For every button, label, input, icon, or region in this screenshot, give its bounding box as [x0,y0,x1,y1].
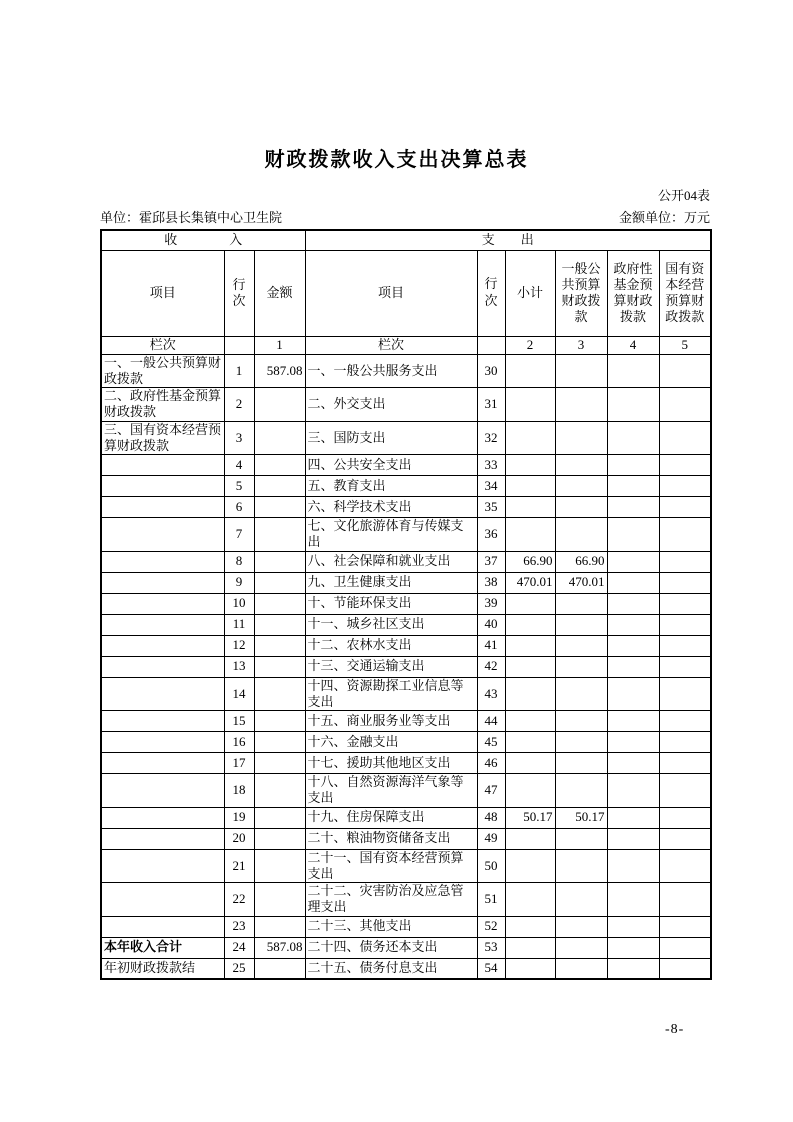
exp-state-capital-cell [659,497,711,518]
exp-subtotal-cell [505,753,555,774]
income-item-cell [101,677,224,711]
table-row [101,677,711,711]
income-amount-cell [254,732,305,753]
exp-item-cell: 二十一、国有资本经营预算支出 [305,849,477,883]
income-item-cell [101,916,224,937]
exp-state-capital-cell [659,388,711,422]
table-row [101,656,711,677]
lanci-income-line-cell [224,336,254,354]
income-amount-cell [254,572,305,593]
income-item-cell [101,635,224,656]
exp-general-budget-cell [555,732,607,753]
exp-gov-fund-cell [607,828,659,849]
exp-line-cell: 32 [477,421,505,455]
income-line-cell: 12 [224,635,254,656]
income-amount-cell [254,656,305,677]
lanci-col-2: 2 [505,336,555,354]
exp-line-cell: 31 [477,388,505,422]
income-item-cell [101,732,224,753]
exp-line-cell: 45 [477,732,505,753]
exp-subtotal-cell [505,455,555,476]
exp-subtotal-cell [505,711,555,732]
income-item-header: 项目 [101,250,224,336]
table-row [101,497,711,518]
table-row [101,828,711,849]
income-line-cell: 20 [224,828,254,849]
exp-item-cell: 十二、农林水支出 [305,635,477,656]
exp-state-capital-cell [659,635,711,656]
exp-item-cell: 十六、金融支出 [305,732,477,753]
income-section-header: 收 入 [101,230,305,250]
income-line-cell: 10 [224,593,254,614]
page-number: -8- [665,1022,685,1037]
income-line-cell: 8 [224,551,254,572]
table-row [101,883,711,917]
exp-general-budget-cell [555,677,607,711]
exp-item-cell: 一、一般公共服务支出 [305,354,477,388]
income-line-cell: 5 [224,476,254,497]
table-row [101,476,711,497]
income-amount-cell [254,518,305,552]
exp-general-budget-cell [555,421,607,455]
exp-gov-fund-cell [607,455,659,476]
exp-general-budget-cell [555,849,607,883]
income-amount-cell [254,421,305,455]
exp-line-cell: 34 [477,476,505,497]
general-budget-header: 一般公共预算财政拨款 [555,250,607,336]
lanci-exp-line-cell [477,336,505,354]
income-amount-cell [254,849,305,883]
income-item-cell [101,753,224,774]
exp-state-capital-cell [659,476,711,497]
exp-item-cell: 二十五、债务付息支出 [305,958,477,979]
exp-line-cell: 41 [477,635,505,656]
exp-general-budget-cell [555,937,607,958]
exp-item-cell: 十四、资源勘探工业信息等支出 [305,677,477,711]
exp-subtotal-cell [505,635,555,656]
exp-subtotal-cell [505,883,555,917]
exp-line-cell: 35 [477,497,505,518]
table-row [101,593,711,614]
exp-line-cell: 38 [477,572,505,593]
exp-state-capital-cell [659,711,711,732]
exp-item-cell: 八、社会保障和就业支出 [305,551,477,572]
exp-general-budget-cell [555,916,607,937]
exp-state-capital-cell [659,732,711,753]
exp-state-capital-cell [659,551,711,572]
table-row [101,937,711,958]
income-line-cell: 15 [224,711,254,732]
exp-gov-fund-cell [607,883,659,917]
income-line-cell: 17 [224,753,254,774]
exp-line-header [477,250,505,336]
income-line-cell: 6 [224,497,254,518]
income-amount-cell [254,916,305,937]
table-row [101,711,711,732]
exp-gov-fund-cell [607,593,659,614]
exp-subtotal-cell [505,518,555,552]
income-amount-cell [254,614,305,635]
income-amount-cell [254,958,305,979]
exp-general-budget-cell [555,388,607,422]
table-row [101,916,711,937]
income-line-cell: 2 [224,388,254,422]
income-line-cell: 11 [224,614,254,635]
exp-subtotal-cell [505,774,555,808]
income-line-cell: 23 [224,916,254,937]
exp-gov-fund-cell [607,774,659,808]
exp-item-cell: 九、卫生健康支出 [305,572,477,593]
exp-gov-fund-cell [607,677,659,711]
fiscal-appropriation-table [100,229,712,980]
exp-line-cell: 52 [477,916,505,937]
table-row [101,551,711,572]
exp-state-capital-cell [659,774,711,808]
exp-state-capital-cell [659,958,711,979]
section-header-row [101,230,711,250]
exp-general-budget-cell: 50.17 [555,807,607,828]
income-item-cell: 三、国有资本经营预算财政拨款 [101,421,224,455]
exp-general-budget-cell [555,614,607,635]
expenditure-section-header: 支 出 [305,230,711,250]
table-row [101,635,711,656]
income-item-cell [101,711,224,732]
exp-general-budget-cell [555,883,607,917]
exp-gov-fund-cell [607,753,659,774]
income-item-cell [101,614,224,635]
exp-line-cell: 33 [477,455,505,476]
exp-general-budget-cell [555,455,607,476]
income-line-cell: 7 [224,518,254,552]
exp-subtotal-cell [505,614,555,635]
exp-subtotal-cell [505,656,555,677]
exp-state-capital-cell [659,677,711,711]
exp-state-capital-cell [659,807,711,828]
exp-gov-fund-cell [607,476,659,497]
exp-state-capital-cell [659,572,711,593]
exp-item-cell: 十八、自然资源海洋气象等支出 [305,774,477,808]
table-row [101,849,711,883]
income-item-cell [101,476,224,497]
income-amount-cell [254,677,305,711]
exp-state-capital-cell [659,455,711,476]
exp-subtotal-cell: 50.17 [505,807,555,828]
lanci-col-4: 4 [607,336,659,354]
income-item-cell: 二、政府性基金预算财政拨款 [101,388,224,422]
exp-general-budget-cell [555,497,607,518]
exp-state-capital-cell [659,518,711,552]
income-line-cell: 4 [224,455,254,476]
income-amount-cell [254,753,305,774]
exp-gov-fund-cell [607,807,659,828]
exp-item-cell: 二、外交支出 [305,388,477,422]
income-amount-cell [254,711,305,732]
exp-subtotal-cell [505,593,555,614]
exp-item-cell: 十九、住房保障支出 [305,807,477,828]
income-amount-cell [254,774,305,808]
lanci-income-label: 栏次 [101,336,224,354]
exp-item-cell: 十一、城乡社区支出 [305,614,477,635]
exp-gov-fund-cell [607,572,659,593]
income-amount-cell [254,593,305,614]
table-row [101,732,711,753]
exp-general-budget-cell: 66.90 [555,551,607,572]
exp-subtotal-cell [505,828,555,849]
exp-state-capital-cell [659,937,711,958]
table-row [101,572,711,593]
exp-line-cell: 30 [477,354,505,388]
table-row [101,518,711,552]
state-capital-header: 国有资本经营预算财政拨款 [659,250,711,336]
income-line-cell: 19 [224,807,254,828]
exp-line-cell: 39 [477,593,505,614]
exp-item-cell: 二十四、债务还本支出 [305,937,477,958]
income-item-cell [101,807,224,828]
exp-gov-fund-cell [607,614,659,635]
exp-general-budget-cell [555,518,607,552]
exp-state-capital-cell [659,614,711,635]
exp-item-cell: 三、国防支出 [305,421,477,455]
exp-subtotal-cell [505,388,555,422]
exp-item-header: 项目 [305,250,477,336]
income-item-cell [101,828,224,849]
exp-item-cell: 十五、商业服务业等支出 [305,711,477,732]
subtotal-header: 小计 [505,250,555,336]
page-title: 财政拨款收入支出决算总表 [264,149,529,171]
exp-subtotal-cell: 66.90 [505,551,555,572]
exp-state-capital-cell [659,421,711,455]
exp-line-cell: 40 [477,614,505,635]
income-item-cell [101,774,224,808]
unit-label: 单位：霍邱县长集镇中心卫生院 [100,210,283,225]
column-header-row [101,250,711,336]
exp-subtotal-cell [505,916,555,937]
income-item-cell [101,551,224,572]
exp-gov-fund-cell [607,916,659,937]
exp-subtotal-cell [505,937,555,958]
exp-line-cell: 50 [477,849,505,883]
table-row [101,958,711,979]
exp-subtotal-cell [505,497,555,518]
exp-general-budget-cell [555,753,607,774]
table-row [101,388,711,422]
income-amount-header: 金额 [254,250,305,336]
exp-subtotal-cell: 470.01 [505,572,555,593]
income-item-cell [101,572,224,593]
exp-gov-fund-cell [607,497,659,518]
income-amount-cell [254,388,305,422]
form-code: 公开04表 [657,188,710,203]
income-amount-cell: 587.08 [254,354,305,388]
exp-item-cell: 二十、粮油物资储备支出 [305,828,477,849]
exp-line-cell: 53 [477,937,505,958]
exp-line-cell: 42 [477,656,505,677]
gov-fund-header: 政府性基金预算财政拨款 [607,250,659,336]
exp-item-cell: 七、文化旅游体育与传媒支出 [305,518,477,552]
amount-unit-label: 金额单位：万元 [618,210,710,225]
exp-item-cell: 五、教育支出 [305,476,477,497]
income-item-cell [101,849,224,883]
exp-subtotal-cell [505,849,555,883]
exp-line-cell: 36 [477,518,505,552]
exp-state-capital-cell [659,354,711,388]
exp-line-cell: 37 [477,551,505,572]
exp-item-cell: 十三、交通运输支出 [305,656,477,677]
table-body [101,354,711,979]
exp-subtotal-cell [505,958,555,979]
income-item-cell: 一、一般公共预算财政拨款 [101,354,224,388]
exp-general-budget-cell [555,593,607,614]
exp-state-capital-cell [659,753,711,774]
table-row [101,753,711,774]
income-amount-cell [254,455,305,476]
exp-item-cell: 十、节能环保支出 [305,593,477,614]
exp-item-cell: 二十二、灾害防治及应急管理支出 [305,883,477,917]
exp-general-budget-cell: 470.01 [555,572,607,593]
income-line-cell: 3 [224,421,254,455]
table-row [101,354,711,388]
lanci-col-5: 5 [659,336,711,354]
exp-gov-fund-cell [607,551,659,572]
income-item-cell [101,656,224,677]
income-item-cell [101,497,224,518]
exp-gov-fund-cell [607,388,659,422]
exp-general-budget-cell [555,354,607,388]
exp-item-cell: 二十三、其他支出 [305,916,477,937]
exp-gov-fund-cell [607,656,659,677]
exp-line-cell: 43 [477,677,505,711]
exp-gov-fund-cell [607,711,659,732]
income-amount-cell: 587.08 [254,937,305,958]
exp-line-cell: 54 [477,958,505,979]
income-line-cell: 24 [224,937,254,958]
exp-state-capital-cell [659,883,711,917]
exp-subtotal-cell [505,732,555,753]
exp-gov-fund-cell [607,354,659,388]
income-amount-cell [254,828,305,849]
table-row [101,807,711,828]
exp-state-capital-cell [659,593,711,614]
exp-gov-fund-cell [607,849,659,883]
exp-line-header-text: 行次 [484,276,498,308]
exp-general-budget-cell [555,774,607,808]
table-row [101,614,711,635]
income-line-cell: 16 [224,732,254,753]
exp-line-cell: 49 [477,828,505,849]
lanci-col-3: 3 [555,336,607,354]
exp-state-capital-cell [659,656,711,677]
table-row [101,774,711,808]
income-item-cell [101,593,224,614]
exp-general-budget-cell [555,476,607,497]
exp-line-cell: 46 [477,753,505,774]
exp-subtotal-cell [505,421,555,455]
exp-item-cell: 四、公共安全支出 [305,455,477,476]
exp-gov-fund-cell [607,635,659,656]
income-line-cell: 13 [224,656,254,677]
income-amount-cell [254,476,305,497]
exp-line-cell: 47 [477,774,505,808]
exp-general-budget-cell [555,635,607,656]
table-row [101,421,711,455]
exp-gov-fund-cell [607,518,659,552]
exp-general-budget-cell [555,958,607,979]
exp-state-capital-cell [659,828,711,849]
meta-row [100,207,710,226]
income-item-cell [101,883,224,917]
income-line-cell: 18 [224,774,254,808]
exp-gov-fund-cell [607,937,659,958]
exp-general-budget-cell [555,656,607,677]
exp-state-capital-cell [659,849,711,883]
exp-subtotal-cell [505,354,555,388]
income-line-cell: 1 [224,354,254,388]
lanci-exp-label: 栏次 [305,336,477,354]
income-amount-cell [254,635,305,656]
income-line-cell: 22 [224,883,254,917]
exp-gov-fund-cell [607,732,659,753]
income-item-cell [101,455,224,476]
column-index-row [101,336,711,354]
exp-subtotal-cell [505,476,555,497]
income-line-cell: 9 [224,572,254,593]
exp-line-cell: 44 [477,711,505,732]
income-line-cell: 14 [224,677,254,711]
exp-gov-fund-cell [607,958,659,979]
exp-general-budget-cell [555,711,607,732]
exp-item-cell: 六、科学技术支出 [305,497,477,518]
exp-gov-fund-cell [607,421,659,455]
income-line-header: 行次 [224,250,254,336]
exp-line-cell: 51 [477,883,505,917]
exp-item-cell: 十七、援助其他地区支出 [305,753,477,774]
income-amount-cell [254,883,305,917]
exp-state-capital-cell [659,916,711,937]
exp-subtotal-cell [505,677,555,711]
exp-general-budget-cell [555,828,607,849]
income-amount-cell [254,551,305,572]
income-item-cell: 本年收入合计 [101,937,224,958]
exp-line-cell: 48 [477,807,505,828]
income-amount-cell [254,807,305,828]
income-line-cell: 25 [224,958,254,979]
lanci-col-1: 1 [254,336,305,354]
income-amount-cell [254,497,305,518]
table-row [101,455,711,476]
income-item-cell [101,518,224,552]
income-line-cell: 21 [224,849,254,883]
income-item-cell: 年初财政拨款结 [101,958,224,979]
